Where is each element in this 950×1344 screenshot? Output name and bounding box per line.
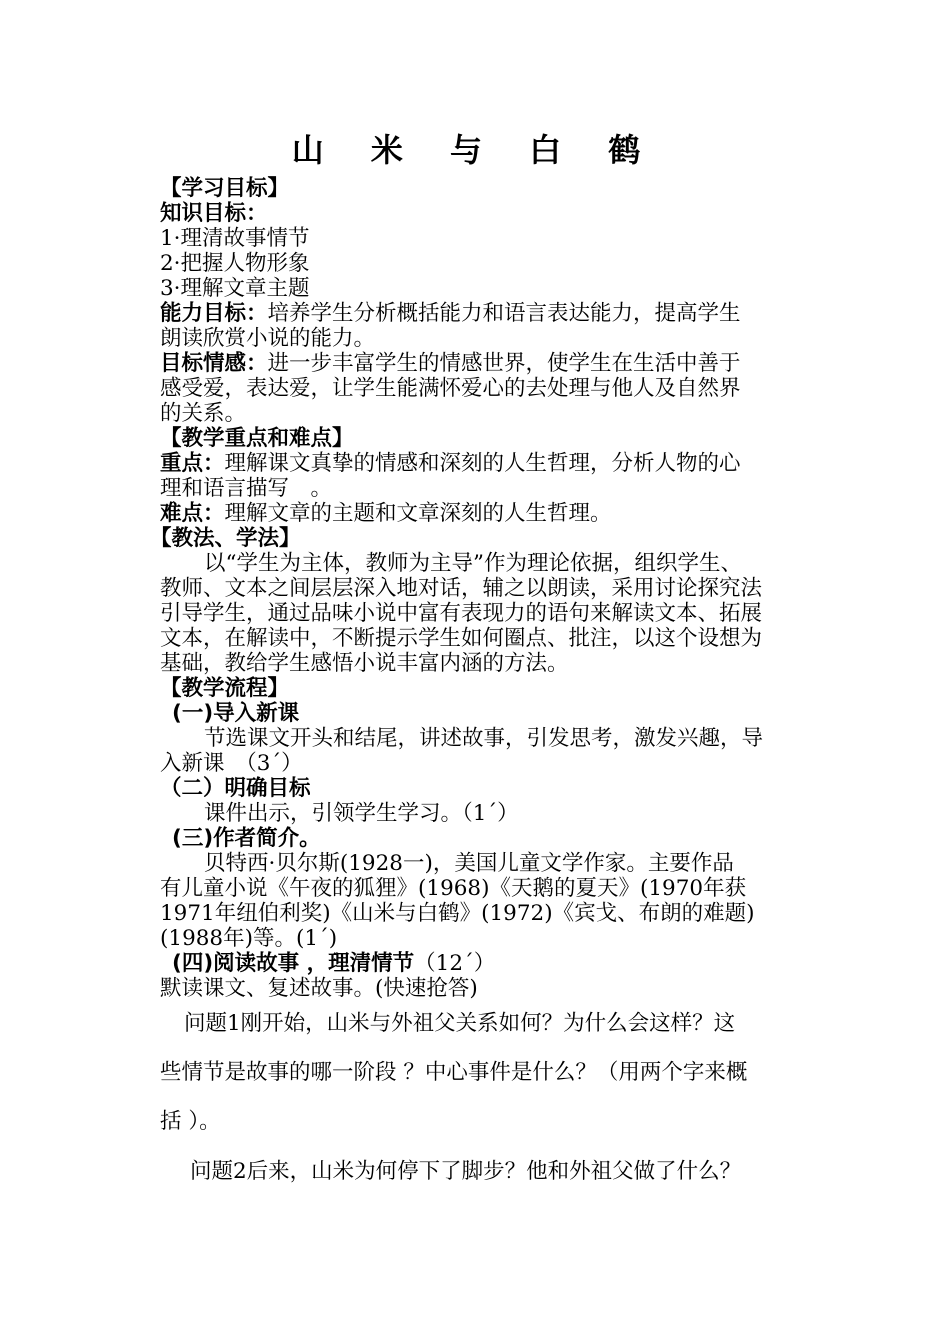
flow-step-text: 课件出示，引领学生学习。（1´） bbox=[204, 801, 519, 826]
knowledge-goal-item: 2·把握人物形象 bbox=[160, 251, 310, 276]
knowledge-goal-label: 知识目标： bbox=[160, 201, 268, 226]
method-paragraph-line: 引导学生，通过品味小说中富有表现力的语句来解读文本、拓展 bbox=[160, 601, 763, 626]
flow-step-heading: （二）明确目标 bbox=[160, 776, 311, 801]
flow-step-time: （12´） bbox=[414, 951, 496, 976]
flow-step-text: 入新课 （3´） bbox=[160, 751, 303, 776]
section-heading-flow: 【教学流程】 bbox=[160, 676, 290, 701]
emotion-goal-label: 目标情感： bbox=[160, 351, 268, 376]
author-intro-line: (1988年)等。(1´) bbox=[160, 926, 338, 951]
method-paragraph-line: 教师、文本之间层层深入地对话，辅之以朗读，采用讨论探究法 bbox=[160, 576, 763, 601]
emotion-goal-line bbox=[160, 351, 741, 377]
emotion-goal-text: 感受爱，表达爱，让学生能满怀爱心的去处理与他人及自然界 bbox=[160, 376, 741, 401]
knowledge-goal-item: 3·理解文章主题 bbox=[160, 276, 310, 301]
key-point-text: 理解课文真挚的情感和深刻的人生哲理，分析人物的心 bbox=[224, 451, 741, 476]
flow-step-heading-line bbox=[172, 951, 495, 977]
question-line: 括 ）。 bbox=[160, 1109, 221, 1134]
method-paragraph-line: 基础，教给学生感悟小说丰富内涵的方法。 bbox=[160, 651, 569, 676]
author-intro-line: 有儿童小说《午夜的狐狸》(1968)《天鹅的夏天》(1970年获 bbox=[160, 876, 747, 901]
ability-goal-label: 能力目标： bbox=[160, 301, 268, 326]
ability-goal-text: 朗读欣赏小说的能力。 bbox=[160, 326, 376, 351]
flow-step-heading: (三)作者简介。 bbox=[172, 826, 321, 851]
author-intro-line: 贝特西·贝尔斯(1928一)，美国儿童文学作家。主要作品 bbox=[204, 851, 734, 876]
flow-step-text: 默读课文、复述故事。(快速抢答) bbox=[160, 976, 478, 1001]
question-line: 些情节是故事的哪一阶段 ？中心事件是什么？（用两个字来概 bbox=[160, 1060, 748, 1085]
ability-goal-text: 培养学生分析概括能力和语言表达能力，提高学生 bbox=[267, 301, 741, 326]
knowledge-goal-item: 1·理清故事情节 bbox=[160, 226, 310, 251]
flow-step-text: 节选课文开头和结尾，讲述故事，引发思考，激发兴趣，导 bbox=[204, 726, 764, 751]
section-heading-goals: 【学习目标】 bbox=[160, 176, 290, 201]
difficulty-text: 理解文章的主题和文章深刻的人生哲理。 bbox=[224, 501, 612, 526]
difficulty-label: 难点： bbox=[160, 501, 225, 526]
key-point-text: 理和语言描写 。 bbox=[160, 476, 333, 501]
difficulty-line bbox=[160, 501, 612, 527]
method-paragraph-line: 以“学生为主体，教师为主导”作为理论依据，组织学生、 bbox=[204, 551, 742, 576]
author-intro-line: 1971年纽伯利奖)《山米与白鹤》(1972)《宾戈、布朗的难题) bbox=[160, 901, 755, 926]
ability-goal-line bbox=[160, 301, 741, 327]
question-line: 问题1刚开始，山米与外祖父关系如何？为什么会这样？这 bbox=[184, 1011, 736, 1036]
section-heading-key-points: 【教学重点和难点】 bbox=[160, 426, 354, 451]
emotion-goal-text: 进一步丰富学生的情感世界，使学生在生活中善于 bbox=[267, 351, 741, 376]
emotion-goal-text: 的关系。 bbox=[160, 401, 247, 426]
flow-step-heading: (一)导入新课 bbox=[172, 701, 300, 726]
section-heading-method: 【教法、学法】 bbox=[150, 526, 301, 551]
key-point-line bbox=[160, 451, 741, 477]
page-title: 山 米 与 白 鹤 bbox=[291, 131, 659, 169]
key-point-label: 重点： bbox=[160, 451, 225, 476]
question-line: 问题2后来，山米为何停下了脚步？他和外祖父做了什么？ bbox=[190, 1159, 742, 1184]
flow-step-heading: (四)阅读故事 ，理清情节 bbox=[172, 951, 415, 976]
method-paragraph-line: 文本，在解读中，不断提示学生如何圈点、批注，以这个设想为 bbox=[160, 626, 763, 651]
